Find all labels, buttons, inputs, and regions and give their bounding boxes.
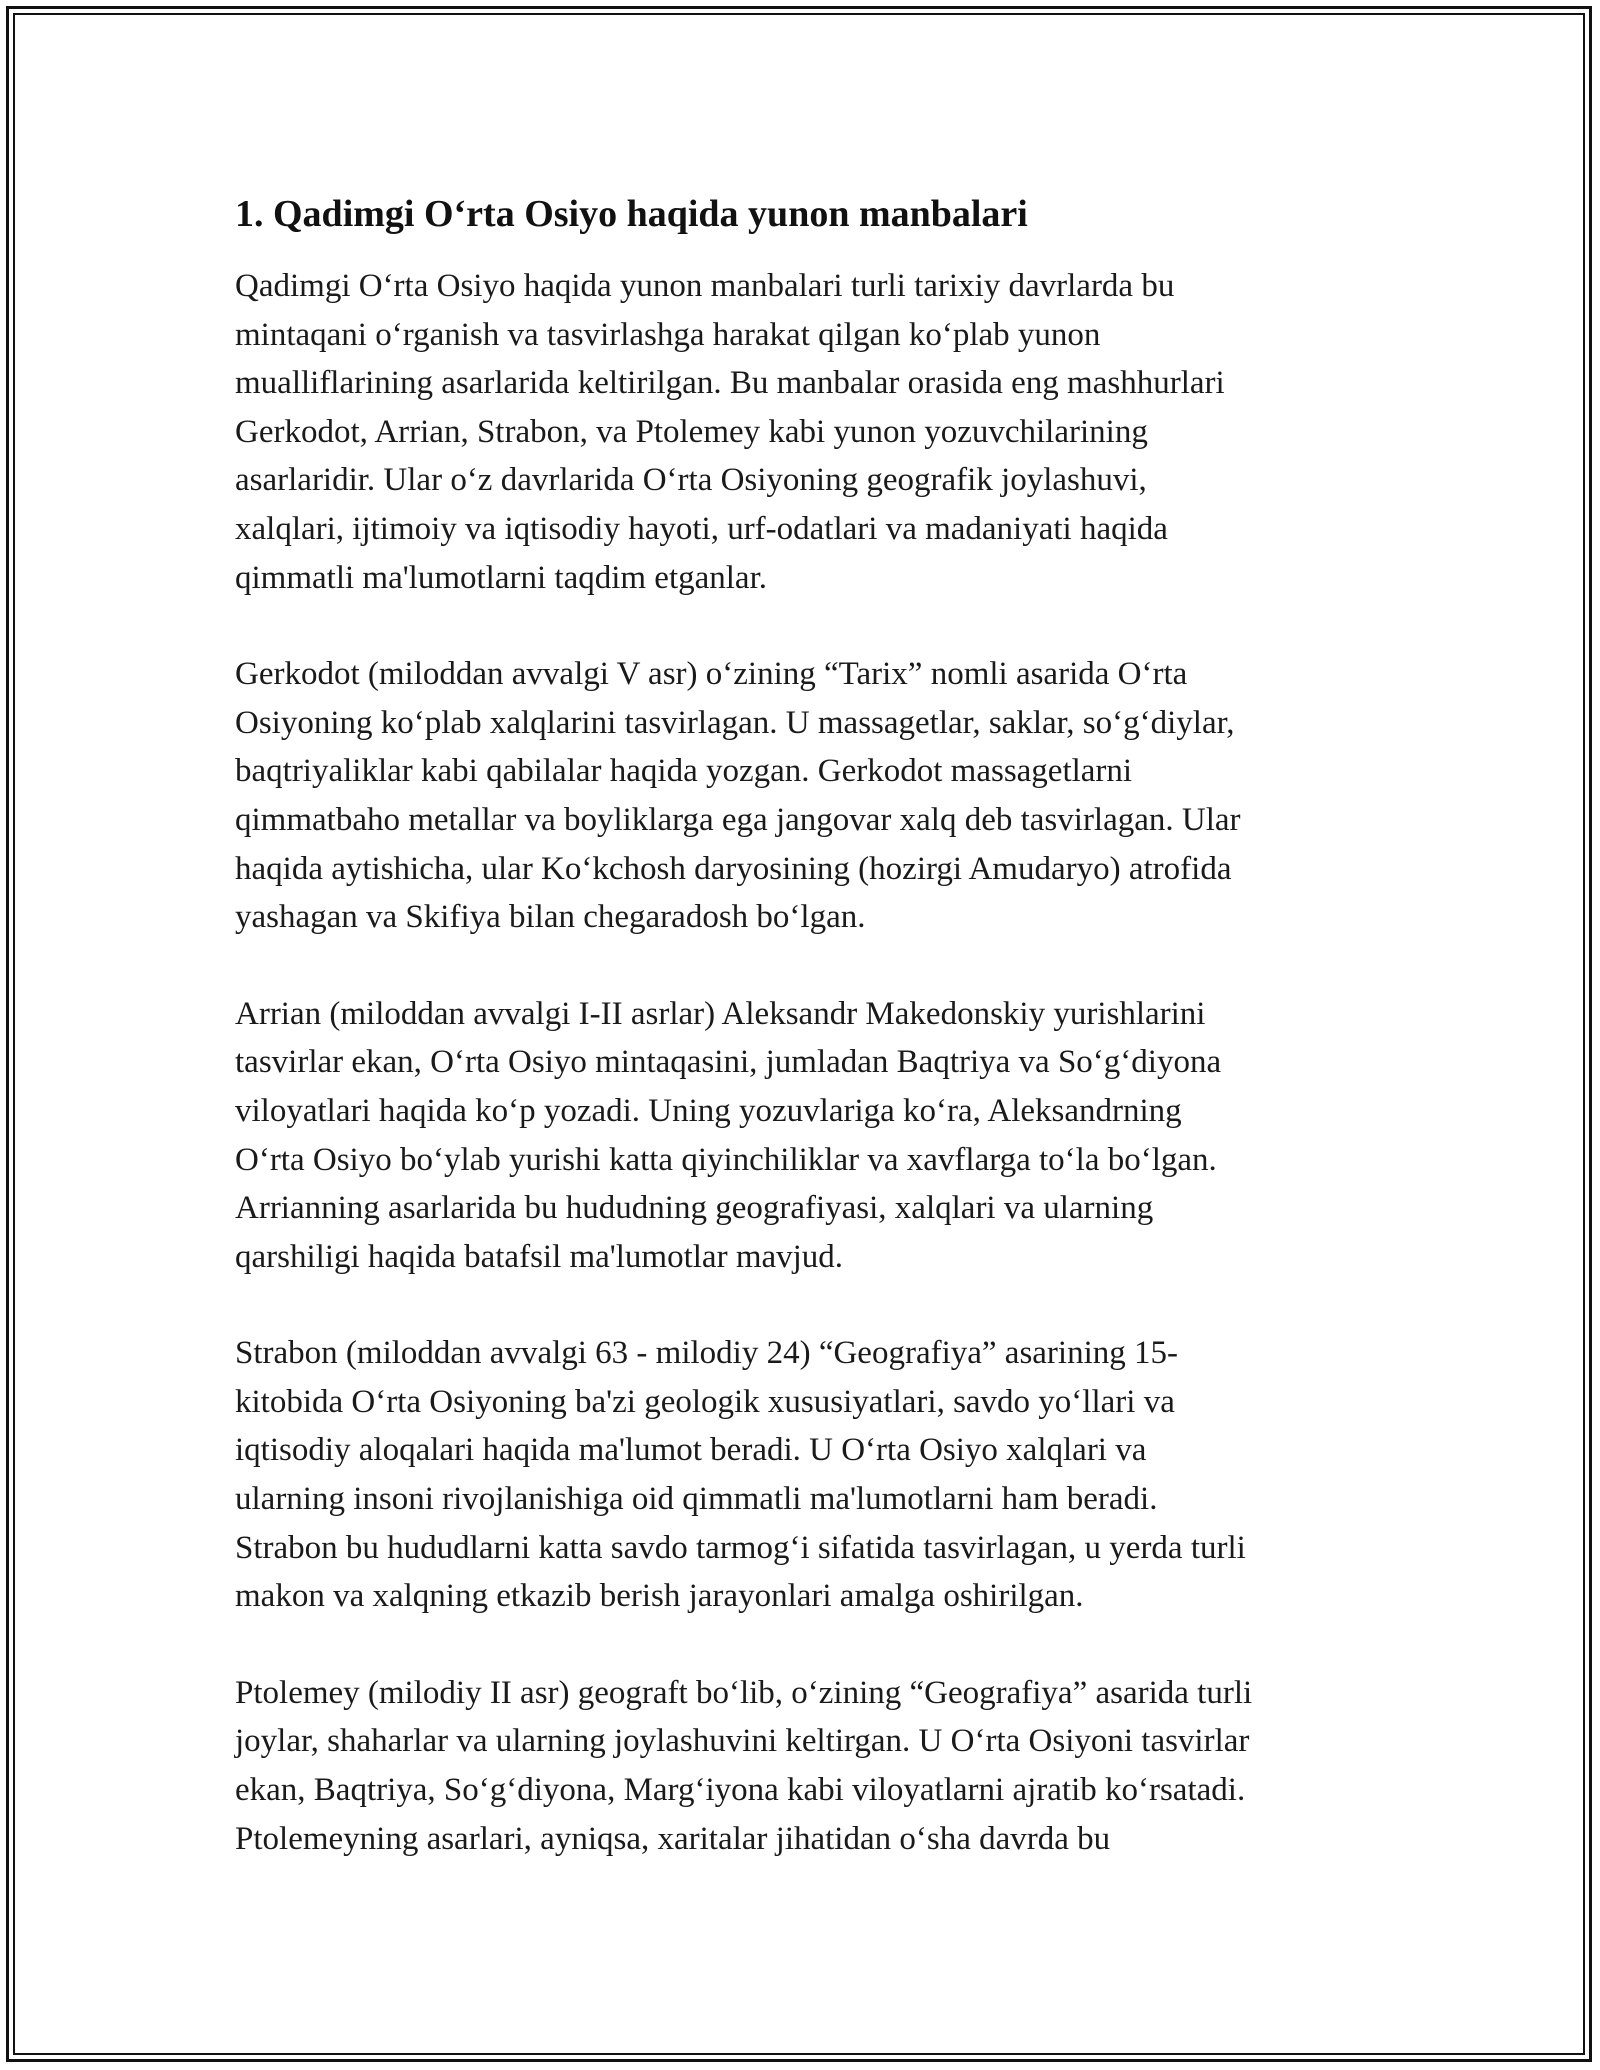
text-line: Ptolemeyning asarlari, ayniqsa, xaritalar jihatidan o‘sha davrda bu xyxy=(235,1820,1111,1857)
text-line: Strabon bu hududlarni katta savdo tarmog‘i sifatida tasvirlagan, u yerda turli xyxy=(235,1529,1246,1566)
text-line: ularning insoni rivojlanishiga oid qimmatli ma'lumotlarni ham beradi. xyxy=(235,1481,1158,1518)
text-line: haqida aytishicha, ular Ko‘kchosh daryosining (hozirgi Amudaryo) atrofida xyxy=(235,850,1232,887)
text-line: qimmatbaho metallar va boyliklarga ega jangovar xalq deb tasvirlagan. Ular xyxy=(235,801,1241,838)
text-line: makon va xalqning etkazib berish jarayonlari amalga oshirilgan. xyxy=(235,1578,1084,1615)
text-line: Strabon (miloddan avvalgi 63 - milodiy 24) “Geografiya” asarining 15- xyxy=(235,1335,1178,1372)
text-line: kitobida O‘rta Osiyoning ba'zi geologik xususiyatlari, savdo yo‘llari va xyxy=(235,1383,1175,1420)
text-line: yashagan va Skifiya bilan chegaradosh bo‘lgan. xyxy=(235,899,866,936)
section-heading: 1. Qadimgi O‘rta Osiyo haqida yunon manbalari xyxy=(235,193,1028,235)
text-line: ekan, Baqtriya, So‘g‘diyona, Marg‘iyona kabi viloyatlarni ajratib ko‘rsatadi. xyxy=(235,1772,1246,1809)
text-line: tasvirlar ekan, O‘rta Osiyo mintaqasini, jumladan Baqtriya va So‘g‘diyona xyxy=(235,1044,1222,1081)
text-line: joylar, shaharlar va ularning joylashuvini keltirgan. U O‘rta Osiyoni tasvirlar xyxy=(235,1723,1250,1760)
text-line: mualliflarining asarlarida keltirilgan. Bu manbalar orasida eng mashhurlari xyxy=(235,365,1225,402)
text-line: viloyatlari haqida ko‘p yozadi. Uning yozuvlariga ko‘ra, Aleksandrning xyxy=(235,1092,1182,1129)
text-line: Osiyoning ko‘plab xalqlarini tasvirlagan. U massagetlar, saklar, so‘g‘diylar, xyxy=(235,704,1235,741)
paragraph xyxy=(235,990,1375,1282)
text-line: Qadimgi O‘rta Osiyo haqida yunon manbalari turli tarixiy davrlarda bu xyxy=(235,268,1175,304)
text-line: qarshiligi haqida batafsil ma'lumotlar mavjud. xyxy=(235,1238,844,1275)
text-line: Ptolemey (milodiy II asr) geograft bo‘lib, o‘zining “Geografiya” asarida turli xyxy=(235,1674,1253,1711)
text-line: xalqlari, ijtimoiy va iqtisodiy hayoti, urf-odatlari va madaniyati haqida xyxy=(235,510,1168,547)
paragraph xyxy=(235,262,1375,602)
text-line: asarlaridir. Ular o‘z davrlarida O‘rta Osiyoning geografik joylashuvi, xyxy=(235,462,1147,499)
text-line: mintaqani o‘rganish va tasvirlashga harakat qilgan ko‘plab yunon xyxy=(235,316,1101,353)
text-line: baqtriyaliklar kabi qabilalar haqida yozgan. Gerkodot massagetlarni xyxy=(235,753,1133,790)
document-body xyxy=(235,186,1375,1911)
paragraph xyxy=(235,1669,1375,1863)
text-line: Arrianning asarlarida bu hududning geografiyasi, xalqlari va ularning xyxy=(235,1190,1154,1227)
text-line: qimmatli ma'lumotlarni taqdim etganlar. xyxy=(235,559,767,596)
paragraph-list xyxy=(235,262,1375,1863)
text-line: O‘rta Osiyo bo‘ylab yurishi katta qiyinchiliklar va xavflarga to‘la bo‘lgan. xyxy=(235,1141,1217,1178)
text-line: iqtisodiy aloqalari haqida ma'lumot beradi. U O‘rta Osiyo xalqlari va xyxy=(235,1432,1147,1469)
text-line: Gerkodot (miloddan avvalgi V asr) o‘zining “Tarix” nomli asarida O‘rta xyxy=(235,656,1188,693)
text-line: Gerkodot, Arrian, Strabon, va Ptolemey kabi yunon yozuvchilarining xyxy=(235,413,1148,450)
paragraph xyxy=(235,650,1375,942)
paragraph xyxy=(235,1329,1375,1621)
text-line: Arrian (miloddan avvalgi I-II asrlar) Aleksandr Makedonskiy yurishlarini xyxy=(235,995,1206,1032)
